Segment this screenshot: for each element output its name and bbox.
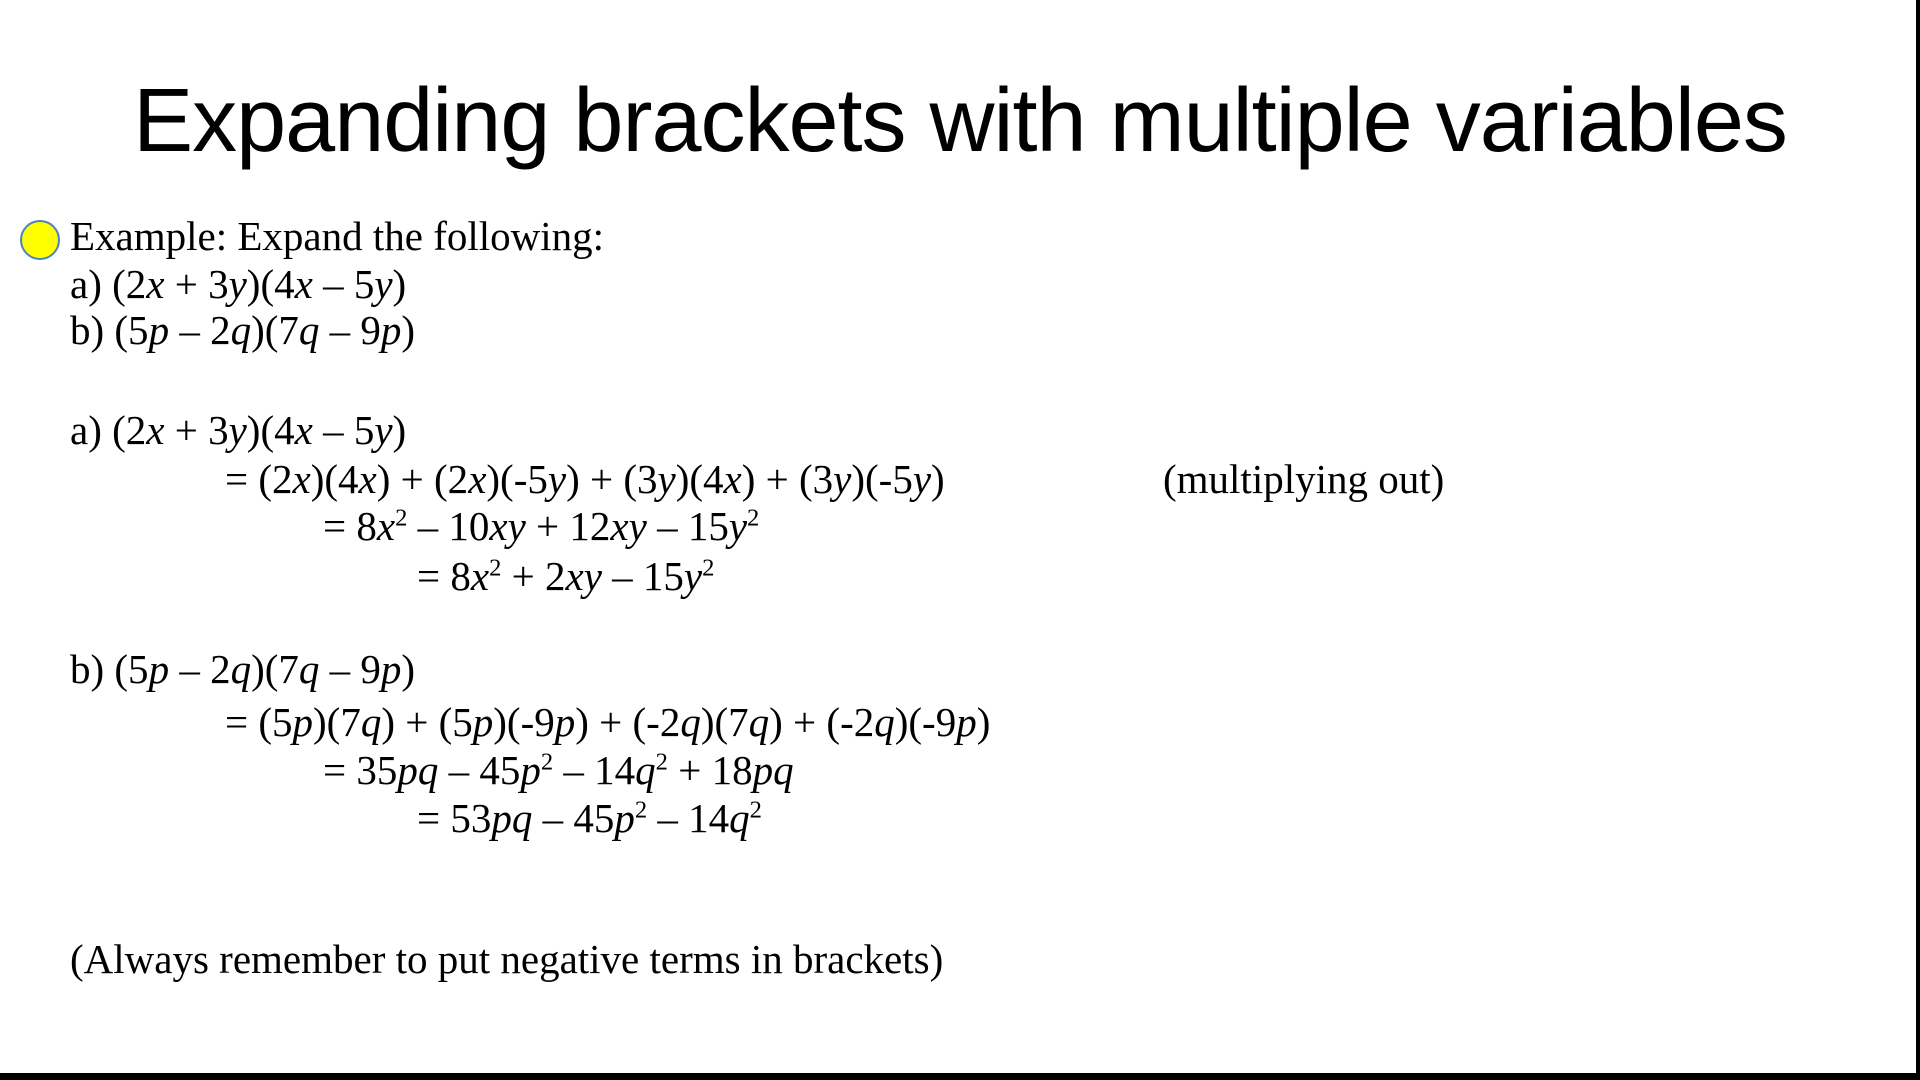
bullet-marker-icon bbox=[20, 220, 60, 260]
solution-a-step-3: = $8x^2 + 2xy - 15y^2$ bbox=[417, 553, 715, 599]
solution-a-annotation: (multiplying out) bbox=[1163, 456, 1445, 502]
slide-title: Expanding brackets with multiple variables bbox=[133, 71, 1787, 171]
right-border-bar bbox=[1916, 0, 1920, 1080]
solution-b-restate: b) (5p – 2q)(7q – 9p) bbox=[70, 646, 416, 692]
solution-b-step-3: = $53pq - 45p^2 - 14q^2$ bbox=[417, 795, 762, 841]
solution-a-step-2: = $8x^2 - 10xy + 12xy - 15y^2$ bbox=[323, 503, 760, 549]
bottom-border-bar bbox=[0, 1073, 1920, 1080]
solution-a-restate: a) (2x + 3y)(4x – 5y) bbox=[70, 407, 407, 453]
footnote: (Always remember to put negative terms in brackets) bbox=[70, 936, 944, 982]
solution-a-step-1: = (2x)(4x) + (2x)(-5y) + (3y)(4x) + (3y)(-5y) bbox=[225, 456, 945, 502]
solution-b-step-2: = $35pq - 45p^2 - 14q^2 + 18pq$ bbox=[323, 747, 794, 793]
problem-a: a) (2x + 3y)(4x – 5y) bbox=[70, 261, 407, 307]
solution-b-step-1: = (5p)(7q) + (5p)(-9p) + (-2q)(7q) + (-2q)(-9p) bbox=[225, 699, 991, 745]
example-heading: Example: Expand the following: bbox=[70, 213, 605, 259]
problem-b: b) (5p – 2q)(7q – 9p) bbox=[70, 307, 416, 353]
